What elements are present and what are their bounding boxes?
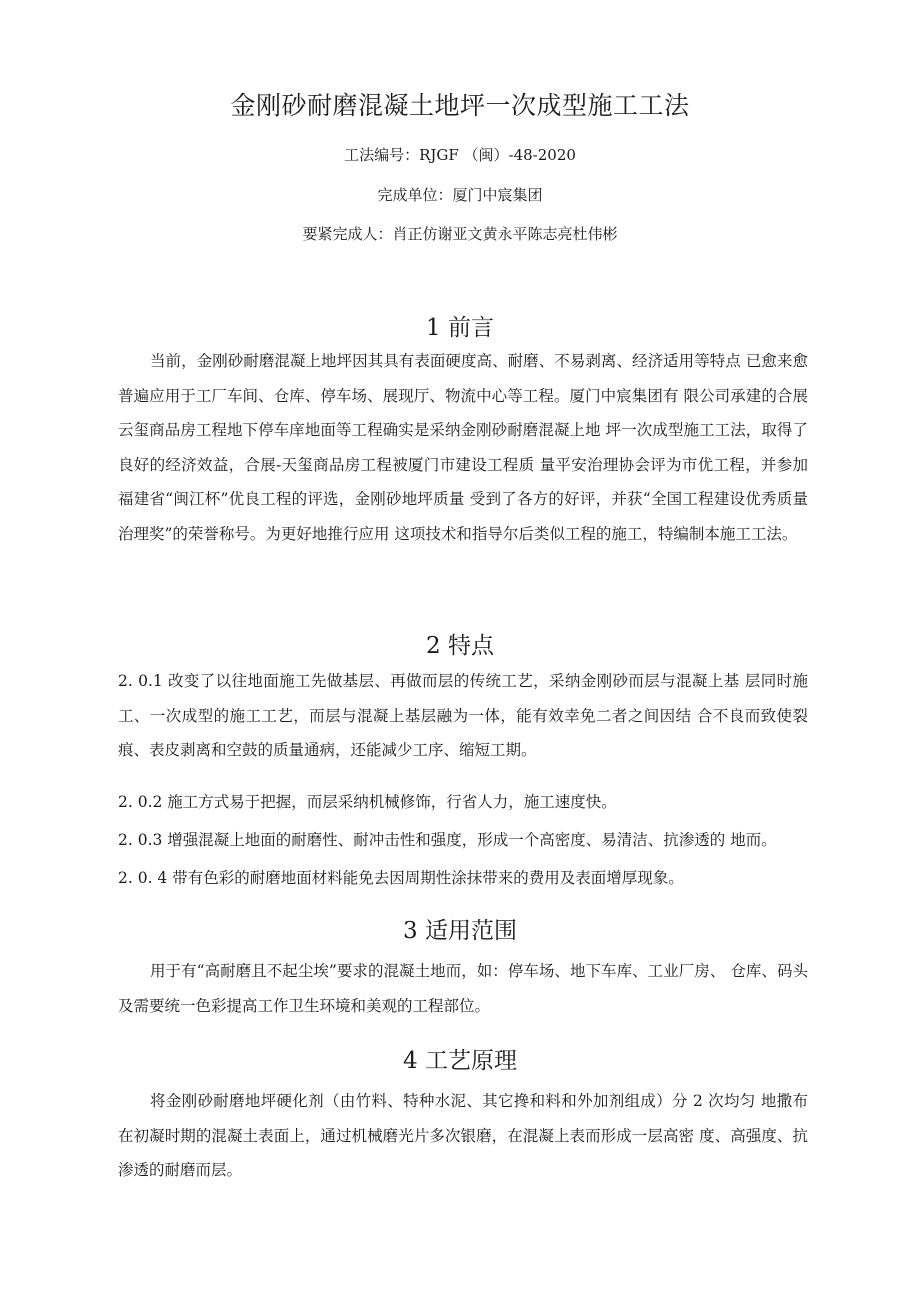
document-title: 金刚砂耐磨混凝土地坪一次成型施工工法 <box>230 91 690 120</box>
feature-item: 2. 0.2 施工方式易于把握，而层采纳机械修饰，行省人力，施工速度快。 <box>118 793 617 811</box>
section-heading-scope: 3 适用范围 <box>403 918 517 944</box>
feature-item: 2. 0.3 增强混凝上地面的耐磨性、耐冲击性和强度，形成一个高密度、易清洁、抗渗透的 地而。 <box>118 831 777 849</box>
section-heading-preface: 1 前言 <box>426 315 494 341</box>
preface-paragraph: 当前，金刚砂耐磨混凝上地坪因其具有表面硬度高、耐磨、不易剥离、经济适用等特点 已愈来愈普遍应用于工厂车间、仓库、停车场、展现厅、物流中心等工程。厦门中宸集团有 限公司承建的合展 云玺商品房工程地下停车庠地面等工程确实是采纳金刚砂耐磨混凝上地 坪一次成型施工工法，取得了良好的经济效益，合展-天玺商品房工程被厦门市建设工程质 量平安治理协会评为市优工程，并参加福建省“闽江杯”优良工程的评选，金刚砂地坪质量 受到了各方的好评，并获“全国工程建设优秀质量治理奖”的荣誉称号。为更好地推行应用 这项技术和指导尔后类似工程的施工，特编制本施工工法。 <box>118 352 808 543</box>
method-code: 工法编号：RJGF （闽）-48-2020 <box>344 146 576 164</box>
completion-unit: 完成单位：厦门中宸集团 <box>377 186 543 204</box>
main-contributors: 要紧完成人：肖正仿谢亚文黄永平陈志亮杜伟彬 <box>302 225 618 243</box>
feature-item: 2. 0. 4 带有色彩的耐磨地面材料能免去因周期性涂抹带来的费用及表面增厚现象。 <box>118 869 684 887</box>
section-heading-principle: 4 工艺原理 <box>403 1048 517 1074</box>
scope-paragraph: 用于有“高耐磨且不起尘埃”要求的混凝土地而，如：停车场、地下车库、工业厂房、 仓库、码头及需要统一色彩提高工作卫生环境和美观的工程部位。 <box>118 962 808 1015</box>
feature-item: 2. 0.1 改变了以往地面施工先做基层、再做而层的传统工艺，采纳金刚砂而层与混凝上基 层同时施工、一次成型的施工工艺，而层与混凝上基层融为一体，能有效幸免二者之间因结 合不良而致使裂痕、表皮剥离和空鼓的质量通病，还能减少工序、缩短工期。 <box>118 672 808 759</box>
principle-paragraph: 将金刚砂耐磨地坪硬化剂（由竹料、特种水泥、其它搀和料和外加剂组成）分 2 次均匀 地撒布在初凝时期的混凝土表面上，通过机械磨光片多次银磨，在混凝上表而形成一层高密 度、高强度、抗渗透的耐磨而层。 <box>118 1092 808 1179</box>
section-heading-features: 2 特点 <box>426 633 494 659</box>
